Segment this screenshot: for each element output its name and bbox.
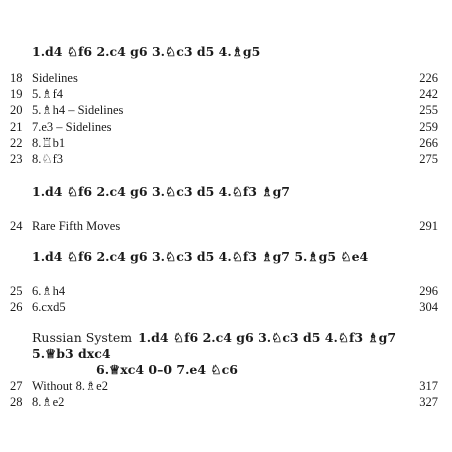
chapter-title: 5.♗f4 [32,87,63,101]
section-heading-3: 1.d4 ♘f6 2.c4 g6 3.♘c3 d5 4.♘f3 ♗g7 5.♗g5 ♘e4 [32,249,369,264]
chapter-title: 8.♖b1 [32,136,66,150]
page-number: 255 [419,103,438,117]
section-moves-continued: 6.♕xc4 0–0 7.e4 ♘c6 [96,362,238,377]
page-number: 242 [419,87,438,101]
chapter-number: 21 [10,120,23,134]
contents-row[interactable] [10,218,438,234]
contents-row[interactable] [10,119,438,135]
chapter-title: Sidelines [32,71,78,85]
page-number: 259 [419,120,438,134]
contents-row[interactable] [10,102,438,118]
section-heading-1: 1.d4 ♘f6 2.c4 g6 3.♘c3 d5 4.♗g5 [32,44,261,59]
chapter-title: 8.♗e2 [32,395,65,409]
page-number: 317 [419,379,438,393]
section-label: Russian System [32,330,133,345]
page-number: 291 [419,219,438,233]
chapter-number: 27 [10,379,23,393]
page-number: 275 [419,152,438,166]
page-number: 296 [419,284,438,298]
chapter-title: 6.cxd5 [32,300,66,314]
section-moves: 1.d4 ♘f6 2.c4 g6 3.♘c3 d5 4.♘f3 ♗g7 5.♕b3 dxc4 [32,330,397,361]
chapter-number: 26 [10,300,23,314]
chapter-number: 22 [10,136,23,150]
chapter-number: 24 [10,219,23,233]
chapter-number: 25 [10,284,23,298]
chapter-title: Rare Fifth Moves [32,219,121,233]
chapter-number: 20 [10,103,23,117]
contents-row[interactable] [10,135,438,151]
chapter-title: Without 8.♗e2 [32,379,108,393]
page-number: 266 [419,136,438,150]
chapter-title: 7.e3 – Sidelines [32,120,112,134]
page-number: 327 [419,395,438,409]
chapter-number: 18 [10,71,23,85]
chapter-title: 5.♗h4 – Sidelines [32,103,124,117]
contents-row[interactable] [10,283,438,299]
section-heading-2: 1.d4 ♘f6 2.c4 g6 3.♘c3 d5 4.♘f3 ♗g7 [32,184,291,199]
chapter-number: 19 [10,87,23,101]
contents-row[interactable] [10,86,438,102]
chapter-number: 23 [10,152,23,166]
section-heading-4 [32,330,432,378]
chapter-title: 8.♘f3 [32,152,63,166]
contents-row[interactable] [10,151,438,167]
page-number: 226 [419,71,438,85]
chapter-number: 28 [10,395,23,409]
contents-row[interactable] [10,70,438,86]
contents-row[interactable] [10,394,438,410]
contents-row[interactable] [10,299,438,315]
contents-row[interactable] [10,378,438,394]
chapter-title: 6.♗h4 [32,284,66,298]
page-number: 304 [419,300,438,314]
